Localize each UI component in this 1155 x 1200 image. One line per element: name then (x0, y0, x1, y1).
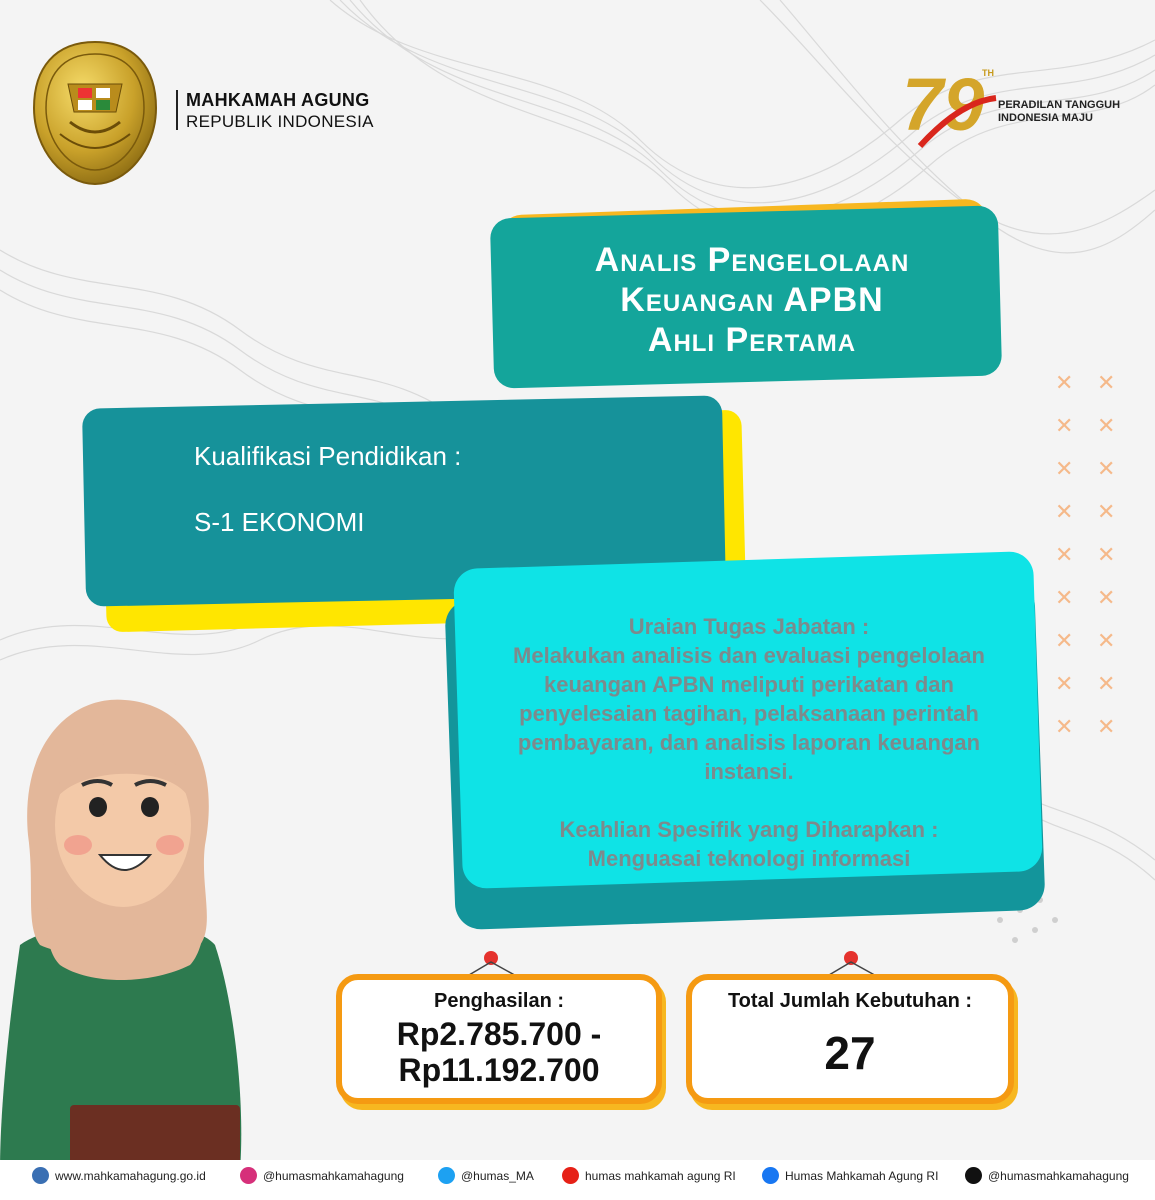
footer-twitter[interactable] (438, 1167, 534, 1184)
footer-youtube-text: humas mahkamah agung RI (585, 1168, 736, 1183)
footer-youtube[interactable] (562, 1167, 736, 1184)
income-label: Penghasilan : (433, 990, 565, 1012)
globe-icon (32, 1167, 49, 1184)
footer-facebook-text: Humas Mahkamah Agung RI (785, 1168, 939, 1183)
qualification-value: S-1 EKONOMI (194, 507, 365, 537)
footer-twitter-text: @humas_MA (461, 1168, 534, 1183)
duties-text (474, 612, 1024, 873)
job-title-line3: Ahli Pertama (647, 321, 857, 359)
org-subtitle: REPUBLIK INDONESIA (186, 112, 374, 131)
footer-tiktok-text: @humasmahkamahagung (988, 1168, 1129, 1183)
footer-tiktok[interactable] (965, 1167, 1129, 1184)
qualification-label: Kualifikasi Pendidikan : (194, 441, 462, 471)
org-name: MAHKAMAH AGUNG (186, 90, 370, 110)
footer-instagram[interactable] (240, 1167, 404, 1184)
duties-label: Uraian Tugas Jabatan : (628, 614, 870, 639)
woman-illustration (0, 685, 250, 1170)
skills-value: Menguasai teknologi informasi (587, 846, 911, 871)
facebook-icon (762, 1167, 779, 1184)
header-divider (176, 90, 178, 130)
twitter-icon (438, 1167, 455, 1184)
duties-description: Melakukan analisis dan evaluasi pengelolaan keuangan APBN meliputi perikatan dan penyelesaian tagihan, pelaksanaan perintah pembayaran, dan analisis laporan keuangan instansi. (513, 643, 985, 784)
tagline-line1: PERADILAN TANGGUH (998, 99, 1121, 111)
income-value-line1: Rp2.785.700 - (396, 1016, 602, 1052)
skills-label: Keahlian Spesifik yang Diharapkan : (559, 817, 939, 842)
job-title (492, 240, 1012, 360)
footer-facebook[interactable] (762, 1167, 938, 1184)
need-label: Total Jumlah Kebutuhan : (727, 990, 973, 1012)
footer-website-text: www.mahkamahagung.go.id (55, 1168, 206, 1183)
income-value-line2: Rp11.192.700 (398, 1052, 600, 1088)
need-value: 27 (824, 1027, 876, 1079)
job-title-line2: Keuangan APBN (620, 281, 884, 319)
instagram-icon (240, 1167, 257, 1184)
footer-instagram-text: @humasmahkamahagung (263, 1168, 404, 1183)
anniversary-number: 79 (902, 63, 985, 146)
mahkamah-agung-seal-logo (30, 38, 160, 188)
footer-website[interactable] (32, 1167, 206, 1184)
tagline-line2: INDONESIA MAJU (998, 112, 1093, 124)
tiktok-icon (965, 1167, 982, 1184)
job-title-line1: Analis Pengelolaan (594, 241, 910, 279)
youtube-icon (562, 1167, 579, 1184)
anniversary-suffix: TH (982, 68, 994, 78)
